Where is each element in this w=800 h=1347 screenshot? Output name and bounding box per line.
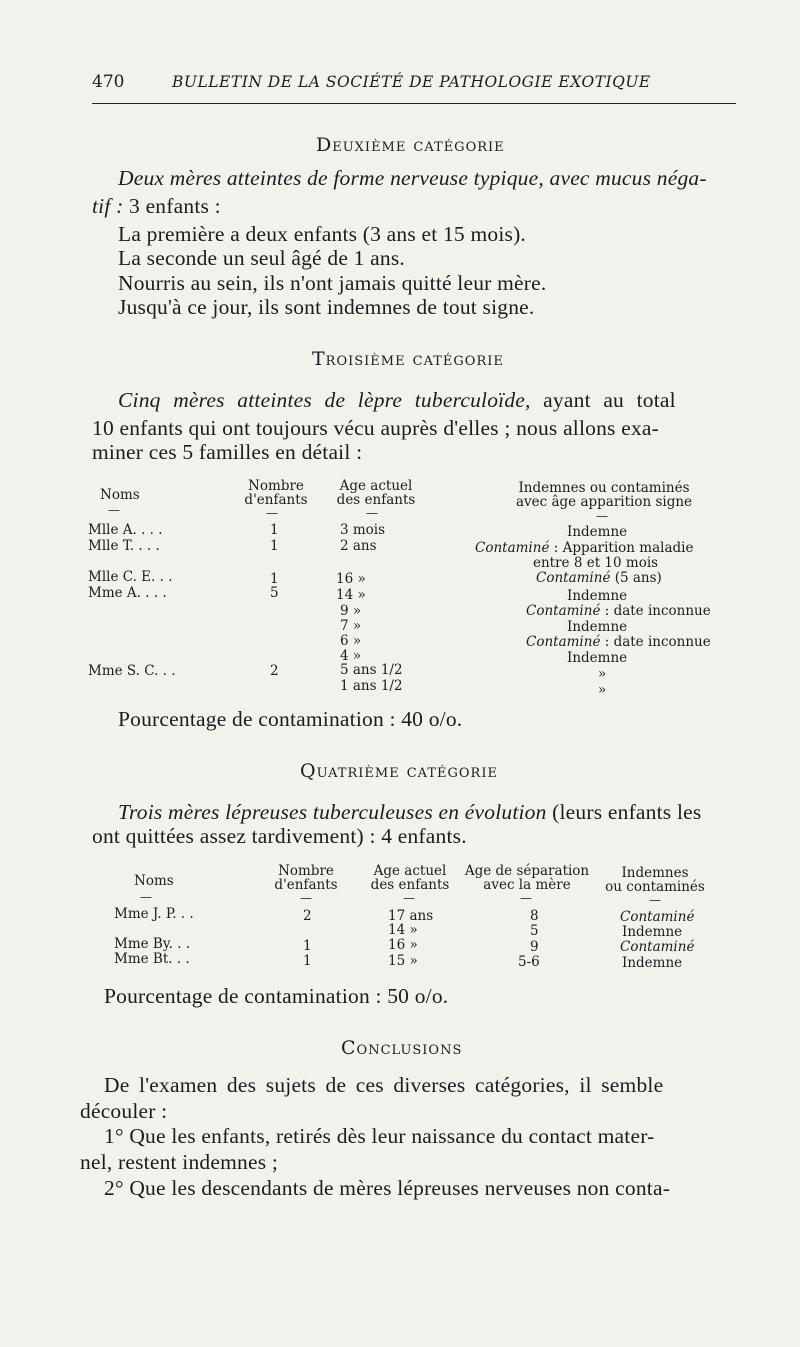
t1-header-age-2: des enfants [336,492,416,508]
cat2-line5: Nourris au sein, ils n'ont jamais quitté leur mère. [118,271,547,295]
t1-status [475,540,693,556]
heading-deuxieme-categorie: Deuxième catégorie [316,134,505,156]
t1-status: » [598,682,607,698]
t2-sep: 5 [530,923,539,939]
t2-dash-sep: — [520,891,532,905]
t2-age: 16 » [388,937,418,953]
t1-header-nombre-2: d'enfants [244,492,308,508]
t2-count: 2 [303,908,312,924]
heading-conclusions: Conclusions [341,1037,463,1059]
t2-header-ind-2: ou contaminés [605,879,705,895]
t1-name: Mme S. C. . . [88,663,176,679]
t2-age: 15 » [388,953,418,969]
t1-status-rest: : date inconnue [600,634,711,650]
t1-status: entre 8 et 10 mois [533,555,659,571]
heading-troisieme-categorie: Troisième catégorie [312,348,504,370]
t1-status [526,603,711,619]
t2-status: Contaminé [620,909,695,925]
t2-header-noms: Noms [134,873,174,889]
t2-sep: 9 [530,939,539,955]
t1-count: 1 [270,522,279,538]
cat4-line1-italic: Trois mères lépreuses tuberculeuses en évolution [118,800,547,824]
heading-quatrieme-categorie: Quatrième catégorie [300,760,498,782]
t1-header-nombre-1: Nombre [248,478,304,494]
t1-status: Indemne [567,588,628,604]
t1-dash-nombre: — [266,506,278,520]
running-title: BULLETIN DE LA SOCIÉTÉ DE PATHOLOGIE EXOTIQUE [172,73,651,91]
cat2-line4: La seconde un seul âgé de 1 ans. [118,246,405,270]
t1-age: 7 » [340,618,362,634]
cat3-line2: 10 enfants qui ont toujours vécu auprès d'elles ; nous allons exa- [92,416,659,440]
t1-status-rest: : date inconnue [600,603,711,619]
t1-status-italic: Contaminé [536,570,611,586]
t2-header-sep-1: Age de séparation [464,863,590,879]
t2-header-sep-2: avec la mère [483,877,571,893]
t1-status: » [598,666,607,682]
t1-status-italic: Contaminé [526,634,601,650]
t2-header-age-2: des enfants [370,877,450,893]
cat2-line1: Deux mères atteintes de forme nerveuse typique, avec mucus néga- [118,166,707,190]
conclusions-line2: découler : [80,1099,168,1123]
t1-name: Mme A. . . . [88,585,167,601]
page-number: 470 [92,72,125,92]
t1-status-rest: : Apparition maladie [549,540,694,556]
t2-header-nombre-2: d'enfants [274,877,338,893]
t2-name: Mme By. . . [114,936,191,952]
t1-status: Indemne [567,619,628,635]
t1-name: Mlle T. . . . [88,538,160,554]
cat4-line1 [118,800,701,825]
t1-age: 5 ans 1/2 [340,662,403,678]
t2-header-ind-1: Indemnes [621,865,689,881]
cat4-line2: ont quittées assez tardivement) : 4 enfants. [92,824,467,848]
t1-name: Mlle A. . . . [88,522,163,538]
t2-status: Contaminé [620,939,695,955]
cat3-line1 [118,388,676,413]
t1-dash-status: — [596,509,608,523]
conclusions-line5: 2° Que les descendants de mères lépreuses nerveuses non conta- [104,1176,671,1200]
cat2-line3: La première a deux enfants (3 ans et 15 mois). [118,222,526,246]
t1-header-status-1: Indemnes ou contaminés [518,480,690,496]
t1-age: 3 mois [340,522,386,538]
t1-status-italic: Contaminé [475,540,550,556]
t1-status [536,570,662,586]
cat2-line6: Jusqu'à ce jour, ils sont indemnes de tout signe. [118,295,535,319]
t2-age: 14 » [388,922,418,938]
t1-count: 1 [270,571,279,587]
t1-age: 14 » [336,587,366,603]
t1-age: 2 ans [340,538,377,554]
t1-status-italic: Contaminé [526,603,601,619]
cat4-percentage: Pourcentage de contamination : 50 o/o. [104,984,449,1008]
cat4-line1-rest: (leurs enfants les [546,800,702,824]
t2-sep: 5-6 [518,954,540,970]
t1-status [526,634,711,650]
cat3-percentage: Pourcentage de contamination : 40 o/o. [118,707,463,731]
t2-name: Mme Bt. . . [114,951,190,967]
cat3-line3: miner ces 5 familles en détail : [92,440,363,464]
t2-header-age-1: Age actuel [373,863,447,879]
conclusions-line3: 1° Que les enfants, retirés dès leur naissance du contact mater- [104,1124,655,1148]
t1-header-noms: Noms [100,487,140,503]
t1-count: 1 [270,538,279,554]
t1-age: 9 » [340,603,362,619]
t1-age: 16 » [336,571,366,587]
t2-dash-age: — [403,891,415,905]
t2-name: Mme J. P. . . [114,906,194,922]
t1-count: 2 [270,663,279,679]
t1-dash-noms: — [108,503,120,517]
t2-status: Indemne [622,924,683,940]
t2-count: 1 [303,938,312,954]
cat3-line1-italic: Cinq mères atteintes de lèpre tuberculoïde, [118,388,531,412]
t1-status-rest: (5 ans) [610,570,662,586]
conclusions-line1: De l'examen des sujets de ces diverses catégories, il semble [104,1073,664,1097]
header-rule [92,103,736,104]
t1-count: 5 [270,585,279,601]
t2-status: Indemne [622,955,683,971]
t1-age: 6 » [340,633,362,649]
t1-status: Indemne [567,650,628,666]
t1-header-age-1: Age actuel [339,478,413,494]
t1-age: 1 ans 1/2 [340,678,403,694]
cat2-line2-rest: 3 enfants : [123,194,221,218]
t2-sep: 8 [530,908,539,924]
cat2-line2 [92,194,221,219]
t1-status: Indemne [567,524,628,540]
t1-name: Mlle C. E. . . [88,569,173,585]
t2-count: 1 [303,953,312,969]
t2-dash-ind: — [649,893,661,907]
t2-age: 17 ans [388,908,434,924]
t1-dash-age: — [366,506,378,520]
t2-dash-noms: — [140,890,152,904]
t1-age: 4 » [340,648,362,664]
t2-header-nombre-1: Nombre [278,863,334,879]
t1-header-status-2: avec âge apparition signe [515,494,693,510]
conclusions-line4: nel, restent indemnes ; [80,1150,279,1174]
cat3-line1-rest: ayant au total [530,388,676,412]
cat2-line2-italic: tif : [92,194,124,218]
t2-dash-nombre: — [300,891,312,905]
